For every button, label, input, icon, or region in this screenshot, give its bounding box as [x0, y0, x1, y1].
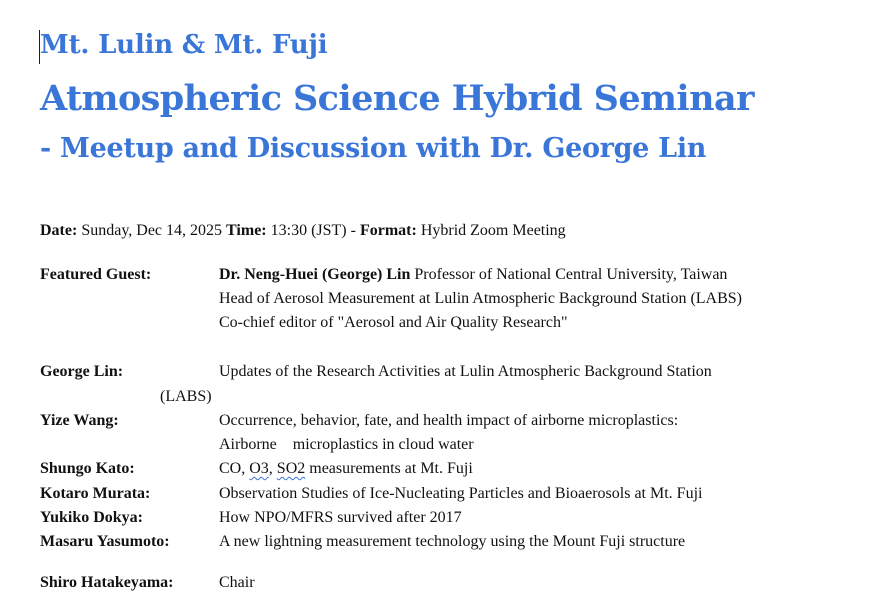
talk-title: [219, 458, 473, 480]
time-label: Time:: [226, 222, 267, 239]
talk-title-continuation: (LABS): [160, 388, 212, 405]
talk-title-continuation: Airborne microplastics in cloud water: [219, 436, 474, 453]
talk-title: Occurrence, behavior, fate, and health impact of airborne microplastics:: [219, 412, 679, 429]
format-value: Hybrid Zoom Meeting: [420, 222, 566, 239]
speaker-name: Kotaro Murata:: [40, 485, 151, 502]
speaker-name: Masaru Yasumoto:: [40, 533, 170, 550]
talk-title: Updates of the Research Activities at Lulin Atmospheric Background Station: [219, 363, 712, 380]
talk-title: A new lightning measurement technology using the Mount Fuji structure: [219, 533, 686, 550]
title-line-3: - Meetup and Discussion with Dr. George Lin: [40, 133, 707, 164]
talk-title-part: measurements at Mt. Fuji: [305, 460, 473, 477]
speaker-name: Yize Wang:: [40, 412, 119, 429]
chair-role: Chair: [219, 574, 255, 591]
speaker-name: Yukiko Dokya:: [40, 509, 144, 526]
time-value: 13:30 (JST) -: [270, 222, 356, 239]
guest-role-1: Professor of National Central University, Taiwan: [414, 266, 728, 283]
featured-guest-line-1: [219, 264, 727, 286]
spellcheck-flagged-word[interactable]: O3: [249, 460, 269, 477]
event-meta-line: [40, 220, 566, 242]
guest-name: Dr. Neng-Huei (George) Lin: [219, 266, 411, 283]
speaker-name: George Lin:: [40, 363, 124, 380]
talk-title-part: CO,: [219, 460, 250, 477]
guest-role-3: Co-chief editor of "Aerosol and Air Quality Research": [219, 314, 568, 331]
chair-name: Shiro Hatakeyama:: [40, 574, 174, 591]
featured-guest-label: Featured Guest:: [40, 266, 152, 283]
guest-role-2: Head of Aerosol Measurement at Lulin Atmospheric Background Station (LABS): [219, 290, 743, 307]
date-label: Date:: [40, 222, 78, 239]
speaker-name: Shungo Kato:: [40, 460, 135, 477]
spellcheck-flagged-word[interactable]: SO2: [276, 460, 306, 477]
talk-title: How NPO/MFRS survived after 2017: [219, 509, 462, 526]
talk-title-part: ,: [268, 460, 277, 477]
date-value: Sunday, Dec 14, 2025: [81, 222, 223, 239]
title-line-2: Atmospheric Science Hybrid Seminar: [40, 78, 754, 119]
format-label: Format:: [359, 222, 417, 239]
title-line-1: Mt. Lulin & Mt. Fuji: [40, 30, 328, 60]
talk-title: Observation Studies of Ice-Nucleating Particles and Bioaerosols at Mt. Fuji: [219, 485, 703, 502]
